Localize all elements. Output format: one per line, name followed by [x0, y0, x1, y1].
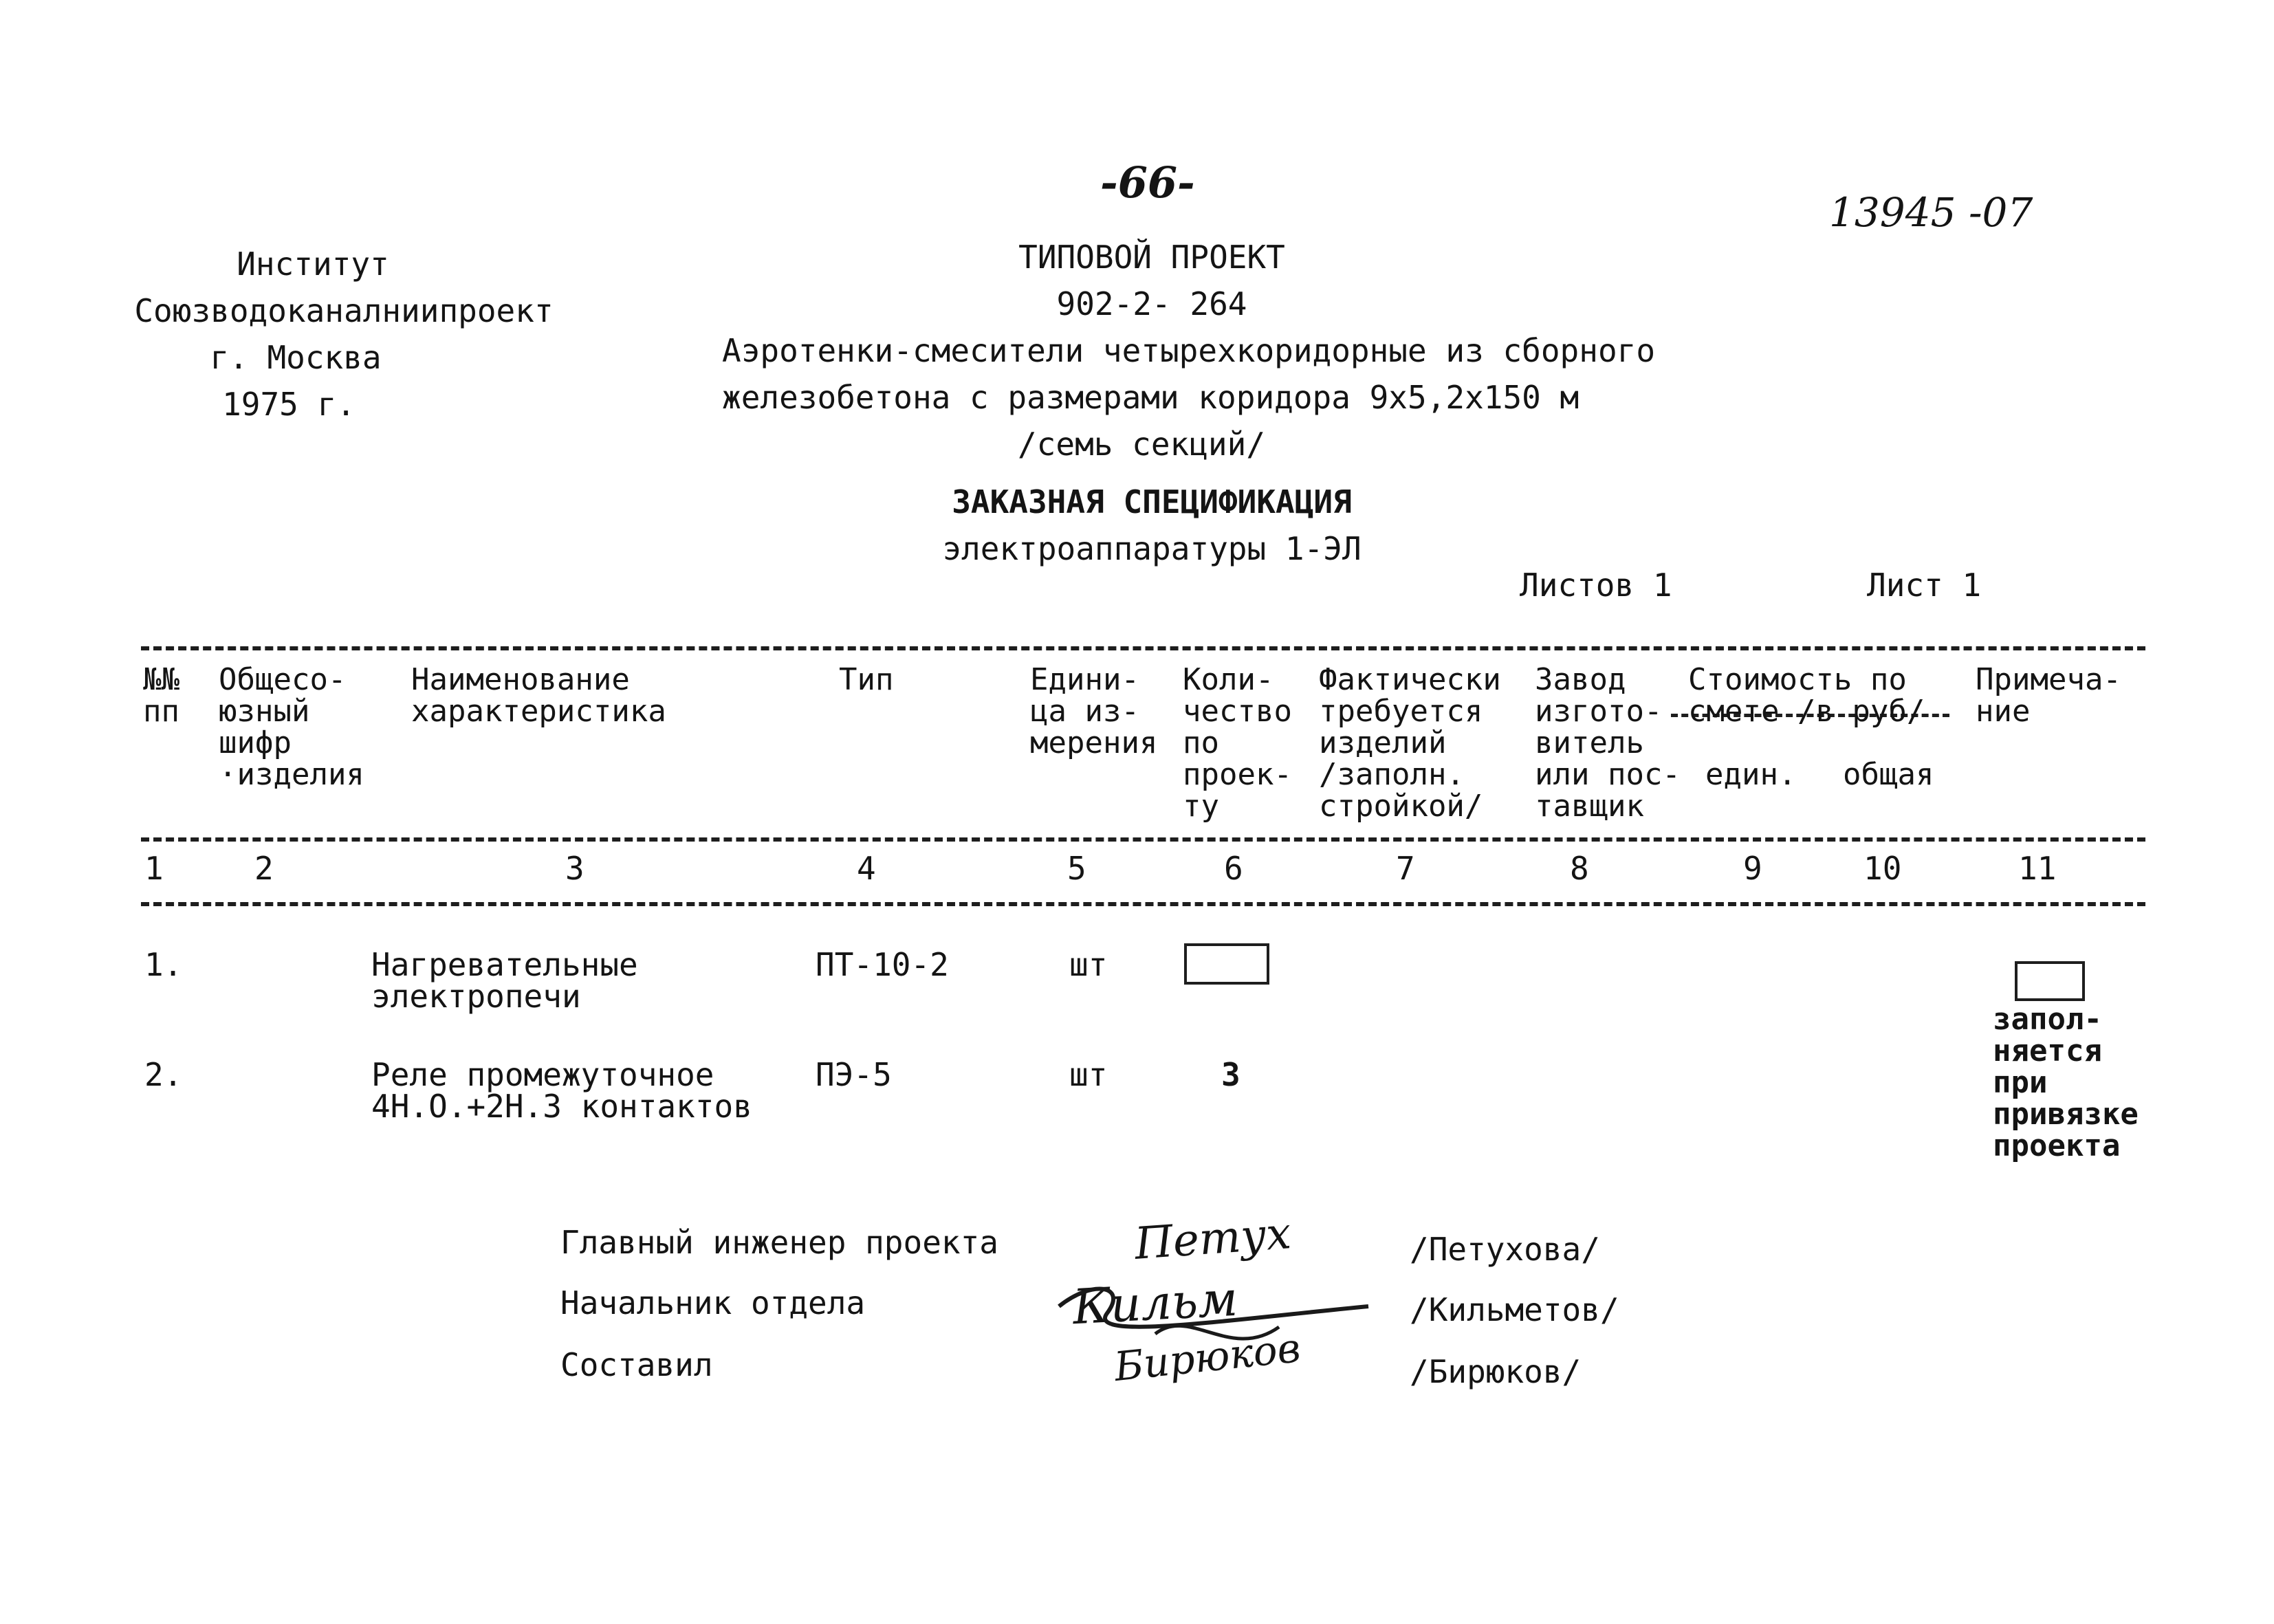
note-box — [2015, 961, 2085, 1001]
sheets-total: Листов 1 — [1520, 567, 1672, 604]
col-header-4: Тип — [839, 662, 894, 697]
col-header-1: №№ пп — [143, 662, 179, 729]
col-header-6: Коли- чество по проек- ту — [1183, 662, 1292, 824]
signature-name-1: /Петухова/ — [1410, 1231, 1600, 1268]
col-header-7: Фактически требуется изделий /заполн. стройкой/ — [1319, 662, 1501, 824]
col-header-2: Общесо- юзный шифр ·изделия — [219, 662, 364, 792]
col-number-8: 8 — [1570, 850, 1589, 887]
institute-year: 1975 г. — [222, 386, 356, 423]
table-rule-numbers — [141, 902, 2145, 906]
table-rule-top — [141, 646, 2145, 650]
page-mark: -66- — [1100, 157, 1195, 208]
table-rule-header — [141, 837, 2145, 842]
col-number-9: 9 — [1743, 850, 1762, 887]
project-title-block — [722, 234, 1698, 572]
col-header-9a: един. — [1705, 757, 1797, 792]
row-1-type: ПТ-10-2 — [816, 946, 949, 983]
col-number-2: 2 — [254, 850, 274, 887]
institute-block — [117, 241, 571, 428]
project-description-2: железобетона с размерами коридора 9х5,2х150 м — [722, 379, 1579, 416]
signature-role-3: Составил — [560, 1346, 713, 1383]
col-number-1: 1 — [144, 850, 164, 887]
signature-name-2: /Кильметов/ — [1410, 1291, 1619, 1328]
col-number-6: 6 — [1224, 850, 1243, 887]
col-header-9: Стоимость по смете /в руб/ — [1688, 662, 1925, 729]
col-header-8: Завод изгото- витель или пос- тавщик — [1535, 662, 1681, 824]
document-number: 13945 -07 — [1829, 189, 2033, 236]
sheet-current: Лист 1 — [1867, 567, 1982, 604]
specification-title: ЗАКАЗНАЯ СПЕЦИФИКАЦИЯ — [952, 483, 1352, 520]
signature-flourish — [1052, 1265, 1382, 1403]
col-header-10: общая — [1843, 757, 1934, 792]
project-description-3: /семь секций/ — [1017, 426, 1266, 463]
col-number-10: 10 — [1863, 850, 1902, 887]
col-header-3: Наименование характеристика — [411, 662, 666, 729]
project-type: ТИПОВОЙ ПРОЕКТ — [1018, 239, 1285, 276]
handwritten-signature-1: Петух — [1133, 1208, 1293, 1270]
institute-city: г. Москва — [210, 339, 382, 376]
institute-name: Союзводоканалниипроект — [134, 292, 554, 329]
row-2-number: 2. — [144, 1056, 183, 1093]
row-2-quantity: 3 — [1221, 1056, 1240, 1093]
signature-role-2: Начальник отдела — [560, 1284, 866, 1321]
row-1-unit: шт — [1069, 946, 1108, 983]
handwritten-signature-2: Кильм — [1071, 1270, 1239, 1336]
specification-subtitle: электроаппаратуры 1-ЭЛ — [942, 530, 1362, 567]
col-number-5: 5 — [1067, 850, 1086, 887]
signature-name-3: /Бирюков/ — [1410, 1353, 1582, 1390]
col-number-11: 11 — [2018, 850, 2057, 887]
note-text: запол- няется при привязке проекта — [1993, 1002, 2139, 1163]
row-2-name: Реле промежуточное 4Н.О.+2Н.З контактов — [371, 1056, 752, 1125]
project-description-1: Аэротенки-смесители четырехкоридорные из сборного — [722, 332, 1656, 369]
row-1-quantity-box — [1184, 943, 1269, 985]
row-1-number: 1. — [144, 946, 183, 983]
signature-role-1: Главный инженер проекта — [560, 1224, 998, 1261]
col-header-11: Примеча- ние — [1976, 662, 2121, 729]
row-2-type: ПЭ-5 — [816, 1056, 892, 1093]
col-number-3: 3 — [565, 850, 584, 887]
col-number-7: 7 — [1396, 850, 1415, 887]
institute-label: Институт — [237, 245, 389, 283]
row-2-unit: шт — [1069, 1056, 1108, 1093]
col-header-5: Едини- ца из- мерения — [1030, 662, 1158, 760]
handwritten-signature-3: Бирюков — [1112, 1324, 1303, 1391]
col-number-4: 4 — [857, 850, 876, 887]
project-code: 902-2- 264 — [1056, 285, 1247, 322]
row-1-name: Нагревательные электропечи — [371, 946, 638, 1015]
